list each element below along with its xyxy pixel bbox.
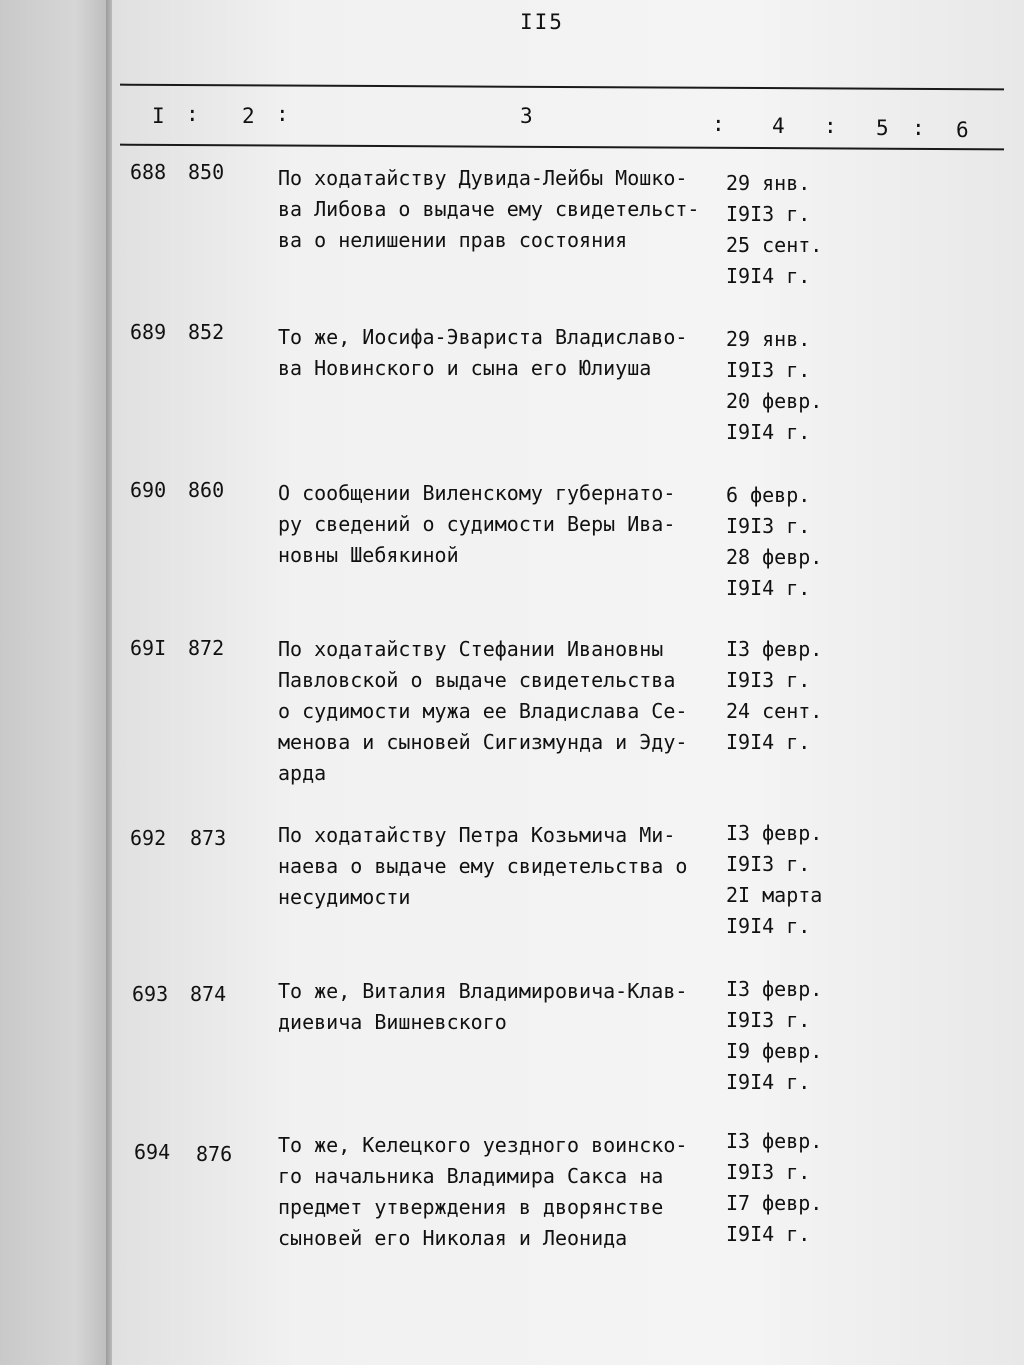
- header-separator: :: [186, 102, 199, 126]
- entry-number: 693: [132, 982, 169, 1006]
- start-year: I9I3 г.: [726, 202, 811, 226]
- start-date: I3 февр.: [726, 637, 823, 661]
- document-number: 860: [188, 478, 225, 502]
- start-date: I3 февр.: [726, 977, 823, 1001]
- description-line: предмет утверждения в дворянстве: [278, 1195, 664, 1219]
- description-line: сыновей его Николая и Леонида: [278, 1226, 628, 1250]
- entry-description: [278, 820, 728, 913]
- end-year: I9I4 г.: [726, 914, 811, 938]
- entry-number: 694: [134, 1140, 171, 1164]
- header-col-2: 2: [242, 104, 255, 128]
- end-year: I9I4 г.: [726, 1070, 811, 1094]
- description-line: По ходатайству Стефании Ивановны: [278, 637, 664, 661]
- start-year: I9I3 г.: [726, 358, 811, 382]
- description-line: о судимости мужа ее Владислава Се-: [278, 699, 688, 723]
- header-col-1: I: [152, 104, 165, 128]
- document-number: 874: [190, 982, 227, 1006]
- header-col-6: 6: [956, 118, 969, 142]
- end-date: I9 февр.: [726, 1039, 823, 1063]
- start-year: I9I3 г.: [726, 1160, 811, 1184]
- end-year: I9I4 г.: [726, 730, 811, 754]
- entry-number: 690: [130, 478, 167, 502]
- end-date: 25 сент.: [726, 233, 823, 257]
- entry-dates: [726, 634, 822, 758]
- description-line: Павловской о выдаче свидетельства: [278, 668, 676, 692]
- start-year: I9I3 г.: [726, 852, 811, 876]
- start-year: I9I3 г.: [726, 1008, 811, 1032]
- description-line: диевича Вишневского: [278, 1010, 507, 1034]
- page-number: II5: [520, 10, 564, 34]
- entry-description: [278, 634, 728, 789]
- entry-description: [278, 322, 728, 384]
- header-col-3: 3: [520, 104, 533, 128]
- entry-number: 692: [130, 826, 167, 850]
- start-date: 29 янв.: [726, 327, 811, 351]
- description-line: ва Либова о выдаче ему свидетельст-: [278, 197, 700, 221]
- header-col-5: 5: [876, 116, 889, 140]
- description-line: По ходатайству Петра Козьмича Ми-: [278, 823, 676, 847]
- end-year: I9I4 г.: [726, 420, 811, 444]
- header-separator: :: [712, 112, 725, 136]
- entry-description: [278, 163, 728, 256]
- description-line: несудимости: [278, 885, 411, 909]
- end-date: 20 февр.: [726, 389, 823, 413]
- facing-page: [0, 0, 108, 1365]
- description-line: ва Новинского и сына его Юлиуша: [278, 356, 652, 380]
- description-line: То же, Келецкого уездного воинско-: [278, 1133, 688, 1157]
- description-line: ва о нелишении прав состояния: [278, 228, 628, 252]
- header-separator: :: [912, 116, 925, 140]
- start-year: I9I3 г.: [726, 514, 811, 538]
- description-line: новны Шебякиной: [278, 543, 459, 567]
- entry-description: [278, 478, 728, 571]
- end-date: I7 февр.: [726, 1191, 823, 1215]
- end-year: I9I4 г.: [726, 264, 811, 288]
- document-number: 876: [196, 1142, 233, 1166]
- description-line: арда: [278, 761, 327, 785]
- description-line: То же, Виталия Владимировича-Клав-: [278, 979, 688, 1003]
- entry-dates: [726, 818, 822, 942]
- end-date: 24 сент.: [726, 699, 823, 723]
- entry-number: 689: [130, 320, 167, 344]
- description-line: ру сведений о судимости Веры Ива-: [278, 512, 676, 536]
- entry-dates: [726, 1126, 822, 1250]
- end-date: 28 февр.: [726, 545, 823, 569]
- entry-number: 69I: [130, 636, 167, 660]
- entry-description: [278, 1130, 728, 1254]
- start-date: 29 янв.: [726, 171, 811, 195]
- description-line: По ходатайству Дувида-Лейбы Мошко-: [278, 166, 688, 190]
- description-line: го начальника Владимира Сакса на: [278, 1164, 664, 1188]
- entry-dates: [726, 168, 822, 292]
- header-separator: :: [276, 102, 289, 126]
- document-number: 872: [188, 636, 225, 660]
- header-separator: :: [824, 114, 837, 138]
- start-date: 6 февр.: [726, 483, 811, 507]
- description-line: То же, Иосифа-Эвариста Владиславо-: [278, 325, 688, 349]
- entry-number: 688: [130, 160, 167, 184]
- description-line: О сообщении Виленскому губернато-: [278, 481, 676, 505]
- description-line: наева о выдаче ему свидетельства о: [278, 854, 688, 878]
- start-date: I3 февр.: [726, 1129, 823, 1153]
- end-year: I9I4 г.: [726, 1222, 811, 1246]
- description-line: менова и сыновей Сигизмунда и Эду-: [278, 730, 688, 754]
- start-date: I3 февр.: [726, 821, 823, 845]
- entry-dates: [726, 324, 822, 448]
- end-date: 2I марта: [726, 883, 823, 907]
- document-number: 852: [188, 320, 225, 344]
- document-number: 850: [188, 160, 225, 184]
- entry-dates: [726, 974, 822, 1098]
- end-year: I9I4 г.: [726, 576, 811, 600]
- header-col-4: 4: [772, 114, 785, 138]
- entry-dates: [726, 480, 822, 604]
- document-number: 873: [190, 826, 227, 850]
- entry-description: [278, 976, 728, 1038]
- start-year: I9I3 г.: [726, 668, 811, 692]
